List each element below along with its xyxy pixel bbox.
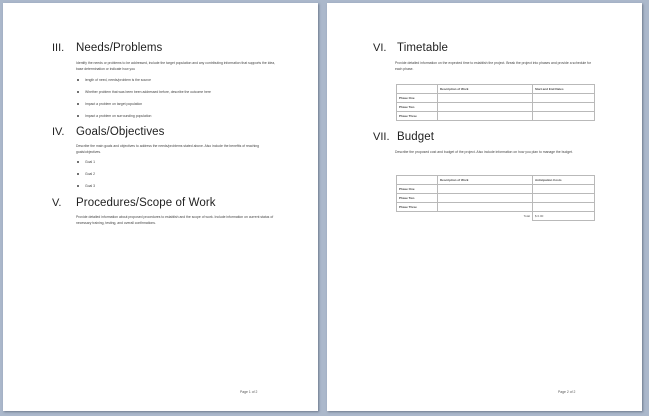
page-1	[3, 3, 318, 411]
row-label: Phase Three	[397, 203, 438, 212]
total-label: Total	[438, 212, 533, 221]
section-paragraph: Provide detailed information about proposed procedures to establish and the scope of work. Include information on current status of necessary training, testing, and overall confirmations.	[76, 215, 274, 225]
page-footer: Page 1 of 2	[240, 390, 258, 394]
row-label: Phase Two	[397, 103, 438, 112]
row-label: Phase One	[397, 185, 438, 194]
list-item: Whether problem that was been been addressed before, describe the outcome here	[76, 86, 276, 98]
section-number: VI.	[373, 42, 387, 54]
section-timetable-heading	[373, 42, 448, 54]
table-total-row	[397, 212, 595, 221]
row-label: Phase Two	[397, 194, 438, 203]
table-cell[interactable]	[533, 194, 595, 203]
table-cell[interactable]	[533, 203, 595, 212]
list-item: Impact a problem on target population	[76, 98, 276, 110]
page-footer: Page 2 of 2	[558, 390, 576, 394]
table-cell[interactable]	[438, 203, 533, 212]
list-item: length of need, needs/problem is the source	[76, 74, 276, 86]
section-needs-heading	[52, 42, 162, 54]
table-cell[interactable]	[533, 112, 595, 121]
table-row	[397, 112, 595, 121]
table-header	[397, 176, 438, 185]
table-cell[interactable]	[438, 103, 533, 112]
list-item: Goal 2	[76, 168, 276, 180]
list-item: Impact a problem on surrounding population	[76, 110, 276, 122]
row-label: Phase Three	[397, 112, 438, 121]
table-cell[interactable]	[438, 185, 533, 194]
table-row	[397, 94, 595, 103]
table-cell[interactable]	[438, 94, 533, 103]
section-number: III.	[52, 42, 65, 54]
section-title: Procedures/Scope of Work	[76, 197, 216, 209]
table-header-row	[397, 85, 595, 94]
table-header: Description of Work	[438, 85, 533, 94]
table-header	[397, 85, 438, 94]
row-label: Phase One	[397, 94, 438, 103]
table-row	[397, 194, 595, 203]
table-row	[397, 103, 595, 112]
bullet-list	[76, 156, 276, 192]
section-paragraph: Provide detailed information on the expected time to establish the project. Break the project into phases and provide a schedule for each phase.	[395, 61, 592, 71]
list-item: Goal 1	[76, 156, 276, 168]
section-title: Goals/Objectives	[76, 126, 165, 138]
table-cell[interactable]	[438, 112, 533, 121]
table-row	[397, 185, 595, 194]
section-title: Timetable	[397, 42, 448, 54]
timetable-table	[396, 84, 595, 121]
section-number: V.	[52, 197, 62, 209]
section-number: IV.	[52, 126, 65, 138]
section-paragraph: Identify the needs or problems to be addressed, include the target population and any contributing information that supports the idea, base determination or indicate how you	[76, 61, 276, 71]
table-cell[interactable]	[438, 194, 533, 203]
page-2	[327, 3, 642, 411]
list-item: Goal 3	[76, 180, 276, 192]
blank-cell	[397, 212, 438, 221]
table-row	[397, 203, 595, 212]
section-title: Needs/Problems	[76, 42, 163, 54]
section-goals-heading	[52, 126, 165, 138]
table-cell[interactable]	[533, 103, 595, 112]
budget-table	[396, 175, 595, 221]
section-budget-heading	[373, 131, 434, 143]
section-paragraph: Describe the proposed cost and budget of the project. Also include information on how you plan to manage the budget.	[395, 150, 573, 154]
table-header: Anticipation Costs	[533, 176, 595, 185]
table-header-row	[397, 176, 595, 185]
section-procedures-heading	[52, 197, 216, 209]
section-title: Budget	[397, 131, 435, 143]
bullet-list	[76, 74, 276, 122]
section-paragraph: Describe the main goals and objectives to address the needs/problems stated above. Also include the benefits of reaching goals/objectives.	[76, 144, 260, 154]
table-cell[interactable]	[533, 185, 595, 194]
section-number: VII.	[373, 131, 390, 143]
total-value[interactable]: $ 0.00	[533, 212, 595, 221]
table-header: Start and End Dates	[533, 85, 595, 94]
table-cell[interactable]	[533, 94, 595, 103]
table-header: Description of Work	[438, 176, 533, 185]
